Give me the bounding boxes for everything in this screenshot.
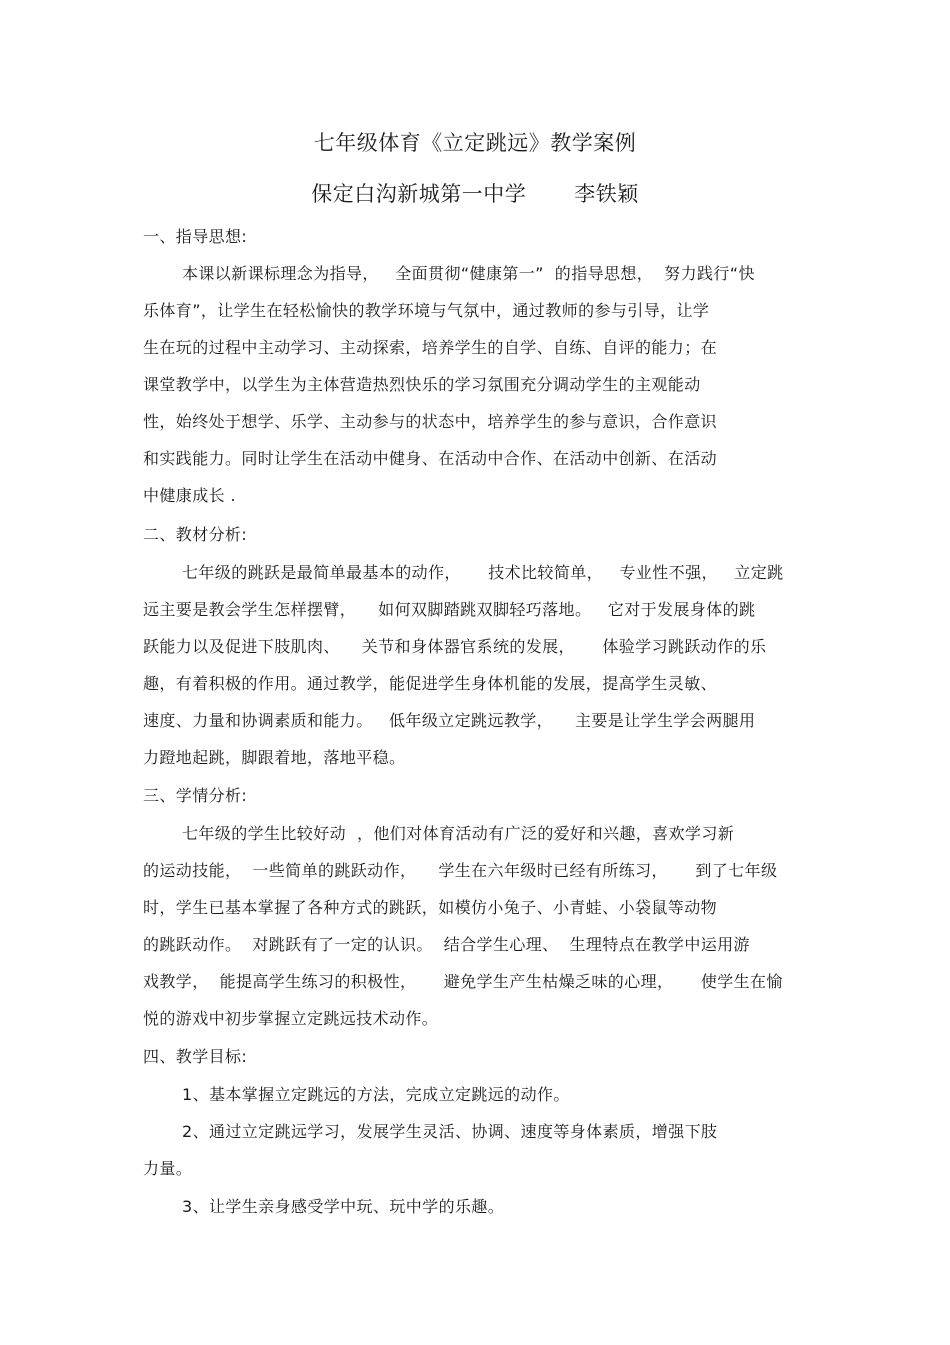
- paragraph-line: 跃能力以及促进下肢肌肉、 关节和身体器官系统的发展， 体验学习跳跃动作的乐: [143, 637, 767, 656]
- section-heading-student-analysis: 三、学情分析:: [143, 786, 248, 805]
- paragraph-line: 远主要是教会学生怎样摆臂， 如何双脚踏跳双脚轻巧落地。 它对于发展身体的跳: [143, 600, 756, 619]
- paragraph-line: 时，学生已基本掌握了各种方式的跳跃，如模仿小兔子、小青蛙、小袋鼠等动物: [143, 898, 718, 917]
- paragraph-line: 戏教学， 能提高学生练习的积极性， 避免学生产生枯燥乏味的心理， 使学生在愉: [143, 972, 783, 991]
- paragraph-line: 本课以新课标理念为指导， 全面贯彻“健康第一” 的指导思想， 努力践行“快: [182, 264, 755, 283]
- paragraph-line: 乐体育”，让学生在轻松愉快的教学环境与气氛中，通过教师的参与引导，让学: [143, 301, 710, 320]
- paragraph-line: 的运动技能， 一些简单的跳跃动作， 学生在六年级时已经有所练习， 到了七年级: [143, 861, 778, 880]
- paragraph-line: 力蹬地起跳，脚跟着地，落地平稳。: [143, 748, 406, 767]
- section-heading-material-analysis: 二、教材分析:: [143, 525, 248, 544]
- paragraph-line: 的跳跃动作。 对跳跃有了一定的认识。 结合学生心理、 生理特点在教学中运用游: [143, 935, 750, 954]
- paragraph-line: 和实践能力。同时让学生在活动中健身、在活动中合作、在活动中创新、在活动: [143, 449, 718, 468]
- school-name: 保定白沟新城第一中学: [311, 182, 527, 206]
- goal-item-3: 3、让学生亲身感受学中玩、玩中学的乐趣。: [182, 1197, 505, 1216]
- author-line: [0, 178, 950, 208]
- paragraph-line: 速度、力量和协调素质和能力。 低年级立定跳远教学， 主要是让学生学会两腿用: [143, 711, 756, 730]
- goal-item-2: 2、通过立定跳远学习，发展学生灵活、协调、速度等身体素质，增强下肢: [182, 1122, 718, 1141]
- section-heading-teaching-goals: 四、教学目标:: [143, 1047, 248, 1066]
- paragraph-line: 七年级的学生比较好动 ，他们对体育活动有广泛的爱好和兴趣，喜欢学习新: [182, 824, 735, 843]
- paragraph-line: 课堂教学中，以学生为主体营造热烈快乐的学习氛围充分调动学生的主观能动: [143, 375, 701, 394]
- goal-item-1: 1、基本掌握立定跳远的方法，完成立定跳远的动作。: [182, 1085, 570, 1104]
- paragraph-line: 七年级的跳跃是最简单最基本的动作， 技术比较简单， 专业性不强， 立定跳: [182, 563, 784, 582]
- paragraph-line: 中健康成长 .: [143, 486, 236, 505]
- goal-item-2-continued: 力量。: [143, 1159, 193, 1178]
- author-name: 李铁颖: [574, 182, 639, 206]
- paragraph-line: 生在玩的过程中主动学习、主动探索，培养学生的自学、自练、自评的能力；在: [143, 338, 718, 357]
- paragraph-line: 趣，有着积极的作用。通过教学，能促进学生身体机能的发展，提高学生灵敏、: [143, 674, 718, 693]
- section-heading-guiding-thought: 一、指导思想:: [143, 227, 248, 246]
- document-title: 七年级体育《立定跳远》教学案例: [313, 131, 637, 155]
- paragraph-line: 性，始终处于想学、乐学、主动参与的状态中，培养学生的参与意识，合作意识: [143, 412, 718, 431]
- paragraph-line: 悦的游戏中初步掌握立定跳远技术动作。: [143, 1009, 439, 1028]
